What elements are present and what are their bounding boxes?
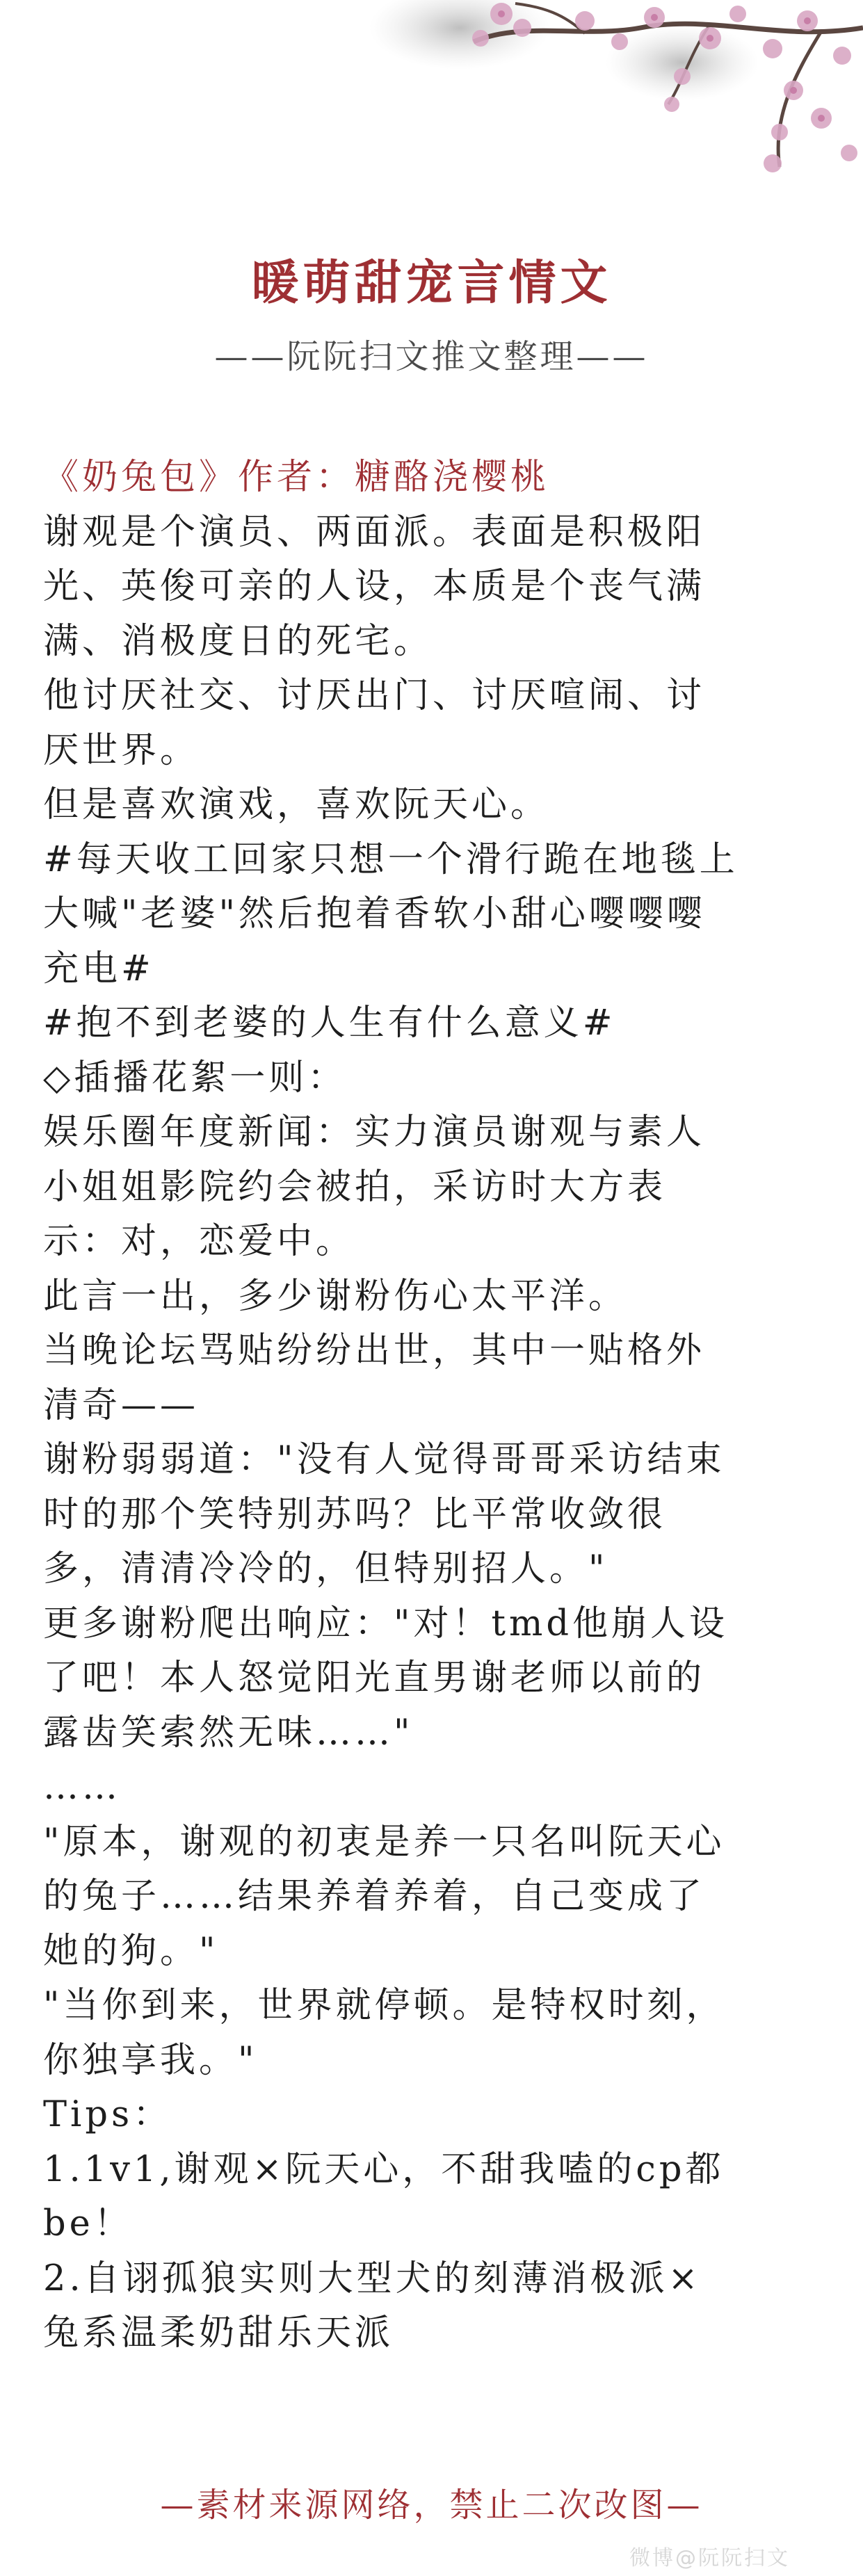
text-line: …… (43, 1767, 121, 1808)
watermark: 微博@阮阮扫文 (629, 2546, 790, 2570)
book-heading: 《奶兔包》作者：糖酪浇樱桃 (43, 457, 550, 498)
copyright-notice: —素材来源网络，禁止二次改图— (160, 2486, 703, 2525)
text-line: 了吧！本人怒觉阳光直男谢老师以前的 (43, 1658, 706, 1699)
text-line: 2.自诩孤狼实则大型犬的刻薄消极派× (43, 2258, 702, 2299)
text-line: 兔系温柔奶甜乐天派 (43, 2312, 394, 2354)
text-line: 他讨厌社交、讨厌出门、讨厌喧闹、讨 (43, 675, 706, 716)
text-line: 示：对，恋爱中。 (43, 1221, 355, 1262)
text-line: 谢粉弱弱道："没有人觉得哥哥采访结束 (43, 1439, 725, 1480)
text-line: 此言一出，多少谢粉伤心太平洋。 (43, 1275, 628, 1317)
text-line: 娱乐圈年度新闻：实力演员谢观与素人 (43, 1112, 706, 1153)
page-subtitle: ——阮阮扫文推文整理—— (214, 337, 649, 376)
page-title: 暖萌甜宠言情文 (251, 255, 612, 311)
text-line: 多，清清冷冷的，但特别招人。" (43, 1548, 608, 1589)
text-line: #每天收工回家只想一个滑行跪在地毯上 (43, 839, 739, 880)
text-line: 谢观是个演员、两面派。表面是积极阳 (43, 511, 706, 553)
text-line: ◇插播花絮一则： (43, 1057, 347, 1099)
text-line: #抱不到老婆的人生有什么意义# (43, 1003, 616, 1044)
text-line: 露齿笑索然无味……" (43, 1712, 414, 1753)
text-line: 满、消极度日的死宅。 (43, 620, 433, 662)
text-line: 你独享我。" (43, 2039, 258, 2081)
text-line: 充电# (43, 948, 154, 989)
text-line: 大喊"老婆"然后抱着香软小甜心嘤嘤嘤 (43, 893, 706, 934)
text-line: 但是喜欢演戏，喜欢阮天心。 (43, 784, 550, 825)
text-line: 小姐姐影院约会被拍，采访时大方表 (43, 1166, 667, 1208)
text-line: 当晚论坛骂贴纷纷出世，其中一贴格外 (43, 1330, 706, 1371)
text-line: 1.1v1,谢观×阮天心，不甜我嗑的cp都 (43, 2148, 725, 2190)
article-body (43, 451, 829, 2361)
text-line: 时的那个笑特别苏吗？比平常收敛很 (43, 1493, 667, 1535)
text-line: "原本，谢观的初衷是养一只名叫阮天心 (43, 1821, 725, 1863)
plum-blossom-decoration (293, 0, 863, 195)
text-line: 光、英俊可亲的人设，本质是个丧气满 (43, 566, 706, 607)
text-line: "当你到来，世界就停顿。是特权时刻， (43, 1985, 725, 2026)
text-line: be！ (43, 2203, 133, 2244)
text-line: 更多谢粉爬出响应："对！tmd他崩人设 (43, 1603, 728, 1644)
text-line: 她的狗。" (43, 1930, 219, 1972)
text-line: Tips： (43, 2094, 172, 2135)
text-line: 厌世界。 (43, 729, 200, 771)
text-line: 的兔子……结果养着养着，自己变成了 (43, 1876, 706, 1917)
text-line: 清奇—— (43, 1384, 200, 1426)
